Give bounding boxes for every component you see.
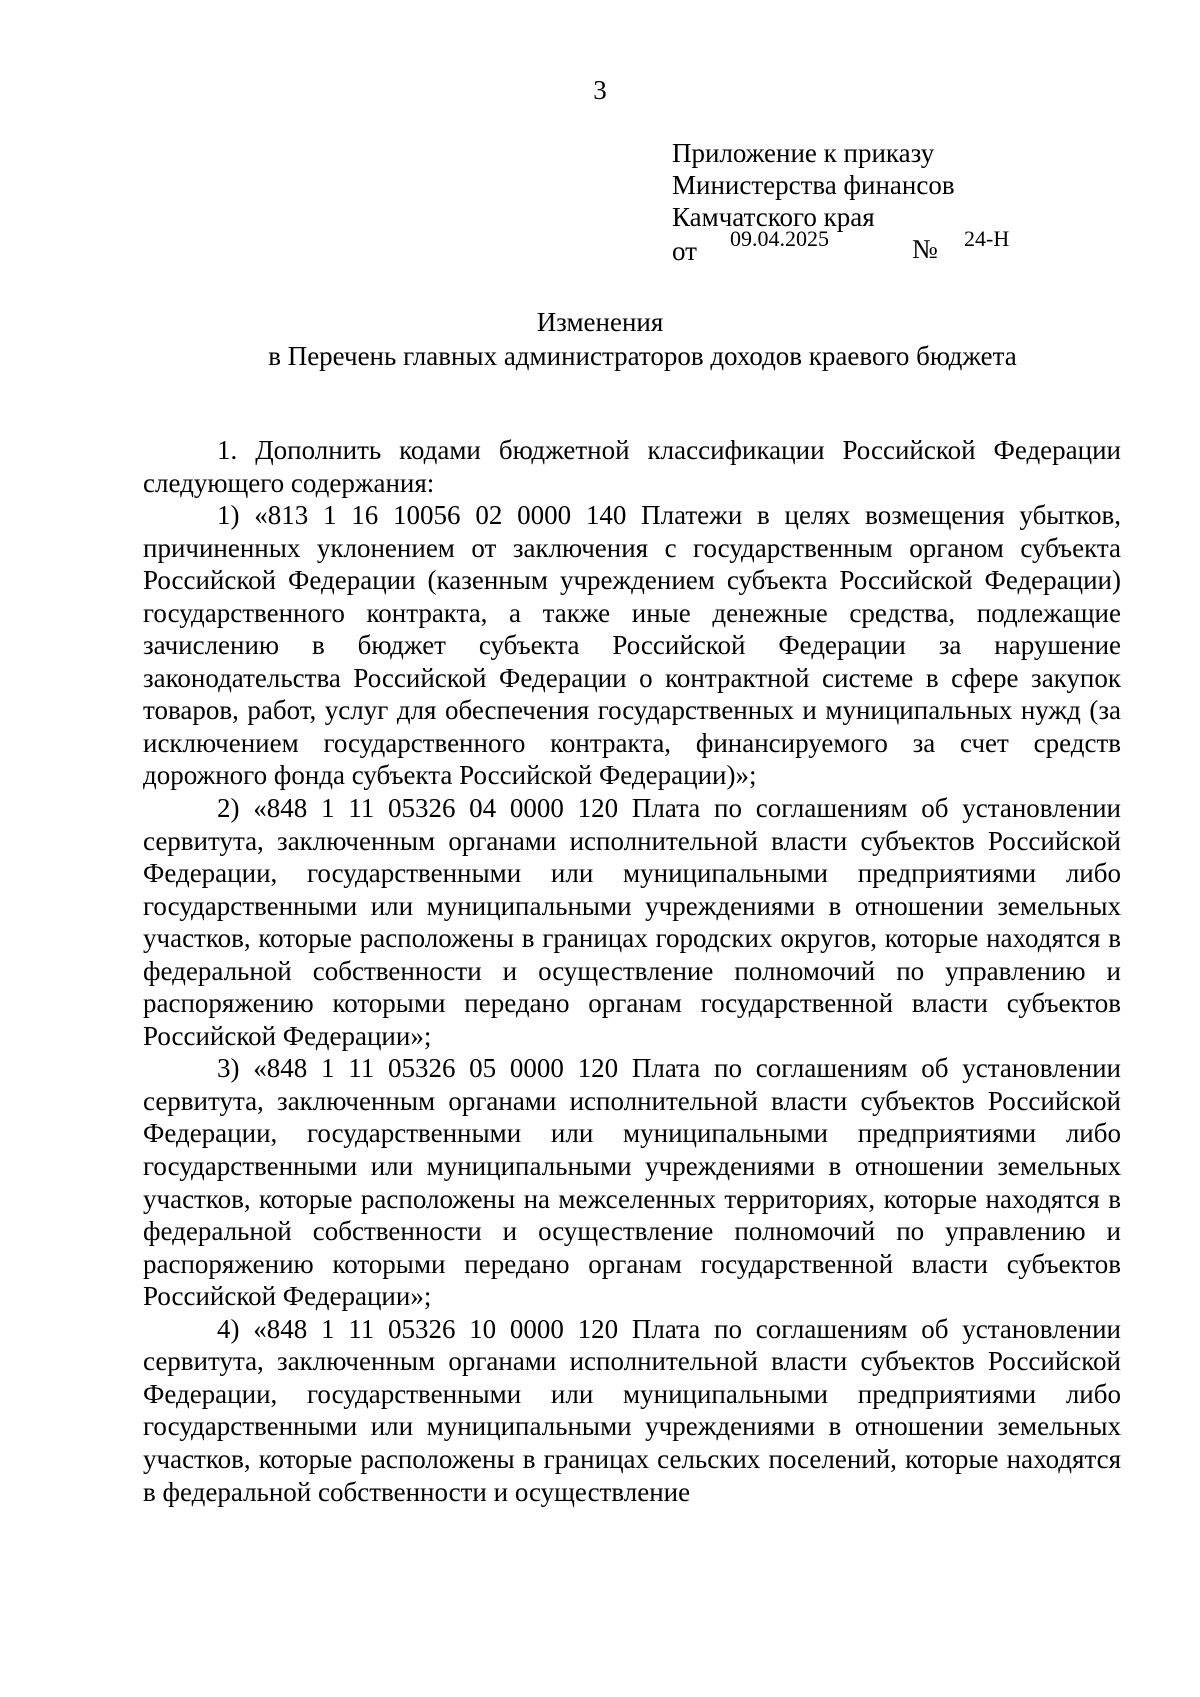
- item-1: 1) «813 1 16 10056 02 0000 140 Платежи в целях возмещения убытков, причиненных уклонением от заключения с государственным органом субъекта Российской Федерации (казенным учреждением субъекта Российской Федерации) государственного контракта, а также иные денежные средства, подлежащие зачислению в бюджет субъекта Российской Федерации за нарушение законодательства Российской Федерации о контрактной системе в сфере закупок товаров, работ, услуг для обеспечения государственных и муниципальных нужд (за исключением государственного контракта, финансируемого за счет средств дорожного фонда субъекта Российской Федерации)»;: [143, 500, 1121, 791]
- approval-line-1: Приложение к приказу: [672, 138, 935, 168]
- document-title: [0, 305, 1200, 373]
- approval-block: [672, 137, 1092, 267]
- paragraph-1: 1. Дополнить кодами бюджетной классификации Российской Федерации следующего содержания:: [143, 435, 1121, 498]
- document-body: [143, 434, 1121, 1508]
- approval-line-3: Камчатского края: [672, 202, 875, 232]
- approval-date-number: [672, 226, 1092, 267]
- title-line-1: Изменения: [536, 307, 664, 337]
- item-4: 4) «848 1 11 05326 10 0000 120 Плата по соглашениям об установлении сервитута, заключенным органами исполнительной власти субъектов Российской Федерации, государственными или муниципальными предприятиями либо государственными или муниципальными учреждениями в отношении земельных участков, которые расположены в границах сельских поселений, которые находятся в федеральной собственности и осуществление: [143, 1313, 1121, 1507]
- item-2: 2) «848 1 11 05326 04 0000 120 Плата по соглашениям об установлении сервитута, заключенным органами исполнительной власти субъектов Российской Федерации, государственными или муниципальными предприятиями либо государственными или муниципальными учреждениями в отношении земельных участков, которые расположены в границах городских округов, которые находятся в федеральной собственности и осуществление полномочий по управлению и распоряжению которыми передано органам государственной власти субъектов Российской Федерации»;: [143, 793, 1121, 1051]
- approval-line-2: Министерства финансов: [672, 170, 955, 200]
- from-label: от: [672, 236, 697, 266]
- title-line-2: в Перечень главных администраторов доходов краевого бюджета: [268, 341, 1017, 371]
- page-number: 3: [593, 75, 607, 105]
- item-3: 3) «848 1 11 05326 05 0000 120 Плата по соглашениям об установлении сервитута, заключенным органами исполнительной власти субъектов Российской Федерации, государственными или муниципальными предприятиями либо государственными или муниципальными учреждениями в отношении земельных участков, которые расположены на межселенных территориях, которые находятся в федеральной собственности и осуществление полномочий по управлению и распоряжению которыми передано органам государственной власти субъектов Российской Федерации»;: [143, 1053, 1121, 1312]
- order-date: 09.04.2025: [730, 226, 829, 251]
- number-label: №: [912, 234, 938, 264]
- order-number: 24-Н: [964, 226, 1010, 251]
